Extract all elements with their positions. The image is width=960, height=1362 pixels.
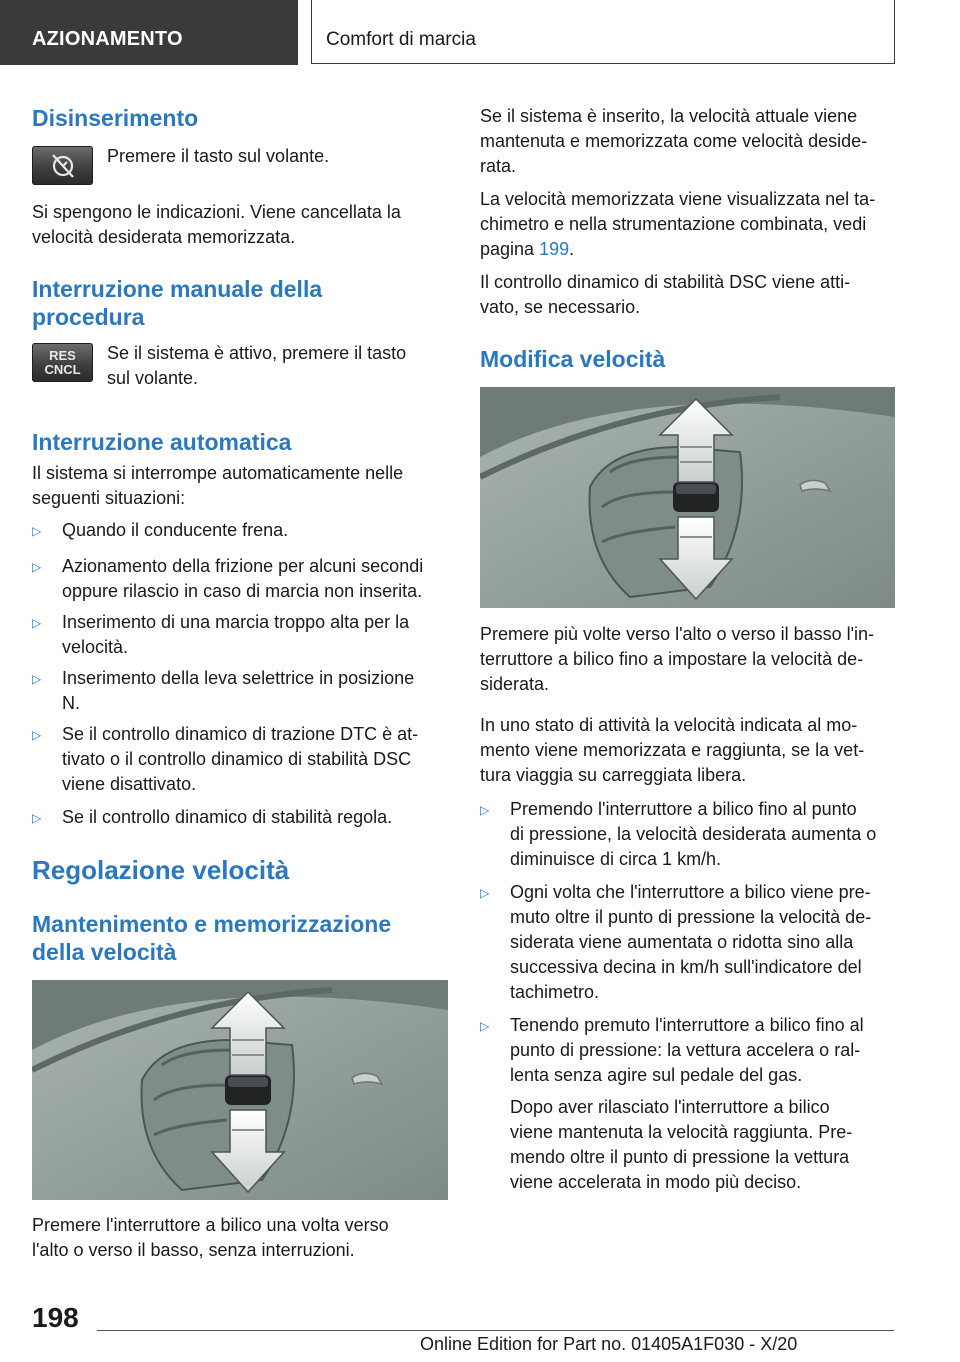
chapter-tab (311, 0, 895, 64)
figure-caption: Premere l'interruttore a bilico una volta verso l'alto o verso il basso, senza interruzioni. (32, 1215, 389, 1260)
edition-note: Online Edition for Part no. 01405A1F030 - X/20 (420, 1334, 798, 1354)
heading-mantenimento: Mantenimento e memorizzazione della velocità (32, 911, 392, 965)
heading-interruzione-manuale: Interruzione manuale della procedura (32, 276, 323, 330)
triangle-right-outline-icon: ▷ (32, 728, 42, 742)
steering-wheel-rocker-image (32, 980, 448, 1200)
section-tab (0, 0, 298, 65)
interruzione-manuale-text: Se il sistema è attivo, premere il tasto sul volante. (107, 343, 407, 388)
triangle-right-outline-icon: ▷ (480, 803, 490, 817)
steering-wheel-rocker-image-2 (480, 387, 895, 608)
page-link[interactable]: 199 (539, 239, 570, 259)
triangle-right-outline-icon: ▷ (32, 524, 42, 538)
triangle-right-outline-icon: ▷ (32, 811, 42, 825)
disinserimento-para: Si spengono le indicazioni. Viene cancellata la velocità desiderata memorizzata. (32, 202, 401, 247)
list-item: ▷ Quando il conducente frena. (32, 518, 448, 543)
right-para-5: In uno stato di attività la velocità indicata al mo- mento viene memorizzata e raggiunta, se la vet- tura viaggia su carreggiata libera. (480, 715, 865, 785)
triangle-right-outline-icon: ▷ (32, 560, 42, 574)
right-para-3: Il controllo dinamico di stabilità DSC viene atti- vato, se necessario. (480, 272, 851, 317)
heading-regolazione-velocita: Regolazione velocità (32, 855, 290, 885)
list-item: ▷ Tenendo premuto l'interruttore a bilico fino al punto di pressione: la vettura accelera o ral- lenta senza agire sul pedale del gas. (480, 1015, 864, 1085)
heading-disinserimento: Disinserimento (32, 105, 199, 131)
section-title: AZIONAMENTO (32, 28, 183, 50)
list-item: ▷ Se il controllo dinamico di stabilità regola. (32, 805, 448, 830)
heading-modifica-velocita: Modifica velocità (480, 346, 666, 372)
disinserimento-text: Premere il tasto sul volante. (107, 146, 330, 166)
list-item: ▷ Azionamento della frizione per alcuni secondi oppure rilascio in caso di marcia non inserita. (32, 556, 424, 601)
right-para-2: La velocità memorizzata viene visualizzata nel ta- chimetro e nella strumentazione combinata, vedi pagina 199. (480, 189, 876, 259)
page-number: 198 (32, 1302, 79, 1333)
right-para-1: Se il sistema è inserito, la velocità attuale viene mantenuta e memorizzata come velocità deside- rata. (480, 106, 868, 176)
right-para-4: Premere più volte verso l'alto o verso il basso l'in- terruttore a bilico fino a impostare la velocità de- siderata. (480, 624, 875, 694)
list-item: ▷ Se il controllo dinamico di trazione DTC è at- tivato o il controllo dinamico di stabilità DSC viene disattivato. (32, 724, 419, 794)
cruise-control-off-icon (32, 146, 93, 185)
triangle-right-outline-icon: ▷ (480, 1019, 490, 1033)
res-cncl-button-icon: RES CNCL (32, 343, 93, 382)
list-item: ▷ Premendo l'interruttore a bilico fino al punto di pressione, la velocità desiderata aumenta o diminuisce di circa 1 km/h. (480, 799, 877, 869)
right-sub-para: Dopo aver rilasciato l'interruttore a bilico viene mantenuta la velocità raggiunta. Pre- mendo oltre il punto di pressione la vettura viene accelerata in modo più deciso. (510, 1097, 853, 1192)
footer-divider (97, 1330, 894, 1331)
triangle-right-outline-icon: ▷ (32, 672, 42, 686)
chapter-title: Comfort di marcia (326, 29, 476, 50)
automatica-para: Il sistema si interrompe automaticamente nelle seguenti situazioni: (32, 463, 404, 508)
triangle-right-outline-icon: ▷ (480, 886, 490, 900)
list-item: ▷ Ogni volta che l'interruttore a bilico viene pre- muto oltre il punto di pressione la velocità de- siderata viene aumentata o ridotta sino alla successiva decina in km/h sull'indicatore del tachimetro. (480, 882, 872, 1002)
triangle-right-outline-icon: ▷ (32, 616, 42, 630)
list-item: ▷ Inserimento di una marcia troppo alta per la velocità. (32, 612, 410, 657)
heading-interruzione-automatica: Interruzione automatica (32, 429, 292, 455)
list-item: ▷ Inserimento della leva selettrice in posizione N. (32, 668, 415, 713)
